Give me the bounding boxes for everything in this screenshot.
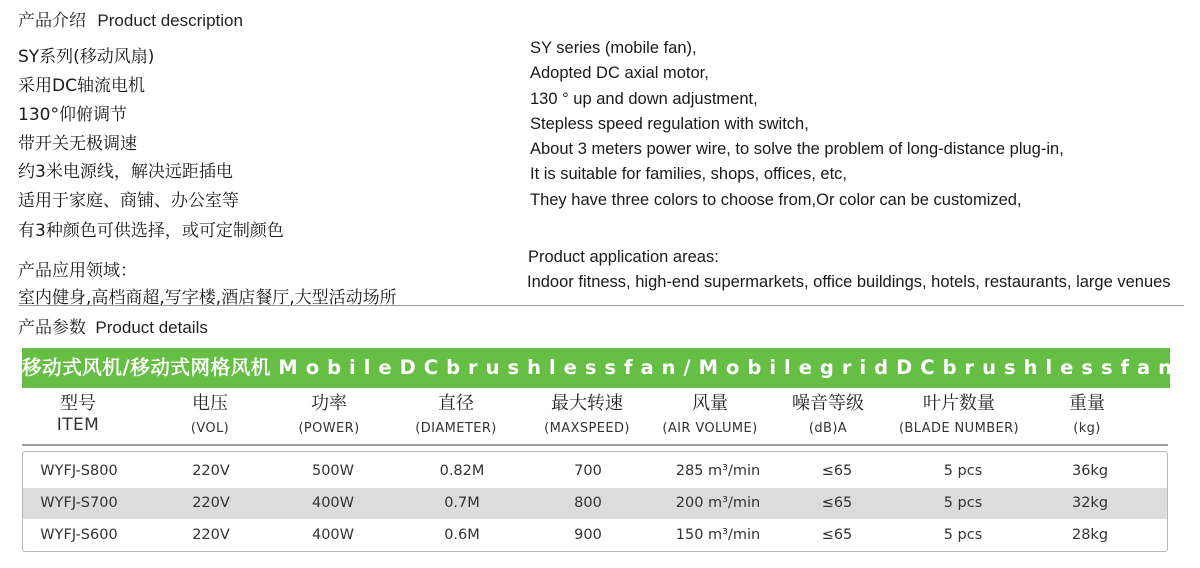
cell-maxspeed: 900	[574, 527, 602, 543]
column-header-blade-number	[886, 394, 1032, 438]
cell-power: 400W	[311, 527, 354, 543]
cell-diameter: 0.7M	[444, 495, 480, 511]
column-header-en: (MAXSPEED)	[544, 421, 630, 436]
column-header-en: (VOL)	[190, 421, 230, 436]
intro-cn-line: 有3种颜色可供选择，或可定制颜色	[18, 221, 284, 241]
table-row	[23, 488, 1167, 519]
cell-noise: ≤65	[821, 527, 853, 543]
application-heading-en: Product application areas:	[528, 248, 719, 266]
column-header-cn: 型号	[60, 393, 96, 414]
column-header-en: (BLADE NUMBER)	[898, 421, 1020, 436]
header-underline	[22, 444, 1168, 446]
intro-en-line: Stepless speed regulation with switch,	[530, 115, 809, 133]
cell-power: 400W	[311, 495, 354, 511]
column-header-cn: 功率	[311, 393, 347, 414]
column-header-cn: 直径	[438, 393, 474, 414]
section-divider	[18, 305, 1184, 306]
column-header-weight	[1040, 394, 1134, 438]
column-header-cn: 重量	[1069, 393, 1105, 414]
application-text-cn: 室内健身,高档商超,写字楼,酒店餐厅,大型活动场所	[18, 288, 397, 308]
application-text-en: Indoor fitness, high-end supermarkets, office buildings, hotels, restaurants, large venues	[527, 273, 1171, 291]
details-heading-en: Product details	[95, 318, 208, 337]
cell-item: WYFJ-S800	[40, 463, 118, 479]
cell-maxspeed: 700	[574, 463, 602, 479]
cell-weight: 32kg	[1071, 495, 1109, 511]
column-header-en: ITEM	[56, 415, 100, 435]
intro-en-line: Adopted DC axial motor,	[530, 64, 709, 82]
cell-diameter: 0.6M	[444, 527, 480, 543]
intro-cn-line: 适用于家庭、商铺、办公室等	[18, 191, 239, 211]
column-header-cn: 风量	[692, 393, 728, 414]
column-header-item	[38, 394, 118, 434]
table-row	[23, 456, 1167, 487]
cell-blades: 5 pcs	[943, 495, 983, 511]
intro-en-line: 130 ° up and down adjustment,	[530, 90, 758, 108]
column-header-en: (DIAMETER)	[415, 421, 497, 436]
cell-air-volume: 200 m³/min	[675, 495, 761, 511]
cell-air-volume: 285 m³/min	[675, 463, 761, 479]
column-header-cn: 最大转速	[551, 393, 623, 414]
column-header-power	[277, 394, 381, 438]
intro-cn-line: 130°仰俯调节	[18, 105, 127, 125]
intro-en-line: About 3 meters power wire, to solve the problem of long-distance plug-in,	[530, 140, 1064, 158]
cell-blades: 5 pcs	[943, 527, 983, 543]
cell-weight: 36kg	[1071, 463, 1109, 479]
column-header-air-volume	[652, 394, 768, 438]
intro-cn-line: 采用DC轴流电机	[18, 76, 145, 96]
cell-power: 500W	[311, 463, 354, 479]
intro-en-line: SY series (mobile fan),	[530, 39, 697, 57]
intro-heading	[18, 6, 243, 31]
details-heading	[18, 313, 208, 338]
intro-cn-line: SY系列(移动风扇)	[18, 47, 155, 67]
column-header-vol	[160, 394, 260, 438]
details-heading-cn: 产品参数	[18, 318, 86, 338]
cell-vol: 220V	[192, 527, 230, 543]
column-header-cn: 叶片数量	[923, 393, 995, 414]
column-header-cn: 电压	[192, 393, 228, 414]
cell-noise: ≤65	[821, 463, 853, 479]
column-header-en: (kg)	[1073, 421, 1101, 436]
intro-heading-cn: 产品介绍	[18, 11, 86, 31]
column-header-en: (AIR VOLUME)	[662, 421, 758, 436]
spec-table	[22, 451, 1168, 552]
cell-item: WYFJ-S600	[40, 527, 118, 543]
cell-blades: 5 pcs	[943, 463, 983, 479]
cell-item: WYFJ-S700	[40, 495, 118, 511]
intro-cn-line: 约3米电源线，解决远距插电	[18, 162, 233, 182]
cell-maxspeed: 800	[574, 495, 602, 511]
application-heading-cn: 产品应用领域：	[18, 261, 137, 281]
cell-vol: 220V	[192, 463, 230, 479]
intro-cn-line: 带开关无极调速	[18, 134, 137, 154]
cell-diameter: 0.82M	[439, 463, 485, 479]
cell-noise: ≤65	[821, 495, 853, 511]
cell-air-volume: 150 m³/min	[675, 527, 761, 543]
intro-heading-en: Product description	[97, 11, 243, 30]
table-banner: 移动式风机/移动式网格风机 M o b i l e D C b r u s h l e s s f a n / M o b i l e g r i d D C b r u s h l e s s f a n	[22, 348, 1170, 388]
cell-vol: 220V	[192, 495, 230, 511]
intro-en-line: It is suitable for families, shops, offices, etc,	[530, 165, 847, 183]
intro-en-line: They have three colors to choose from,Or color can be customized,	[530, 191, 1022, 209]
column-header-noise	[776, 394, 880, 438]
column-header-en: (POWER)	[298, 421, 360, 436]
column-header-diameter	[400, 394, 512, 438]
column-header-cn: 噪音等级	[792, 393, 864, 414]
table-row	[23, 520, 1167, 551]
column-header-maxspeed	[528, 394, 646, 438]
cell-weight: 28kg	[1071, 527, 1109, 543]
column-header-en: (dB)A	[808, 421, 848, 436]
